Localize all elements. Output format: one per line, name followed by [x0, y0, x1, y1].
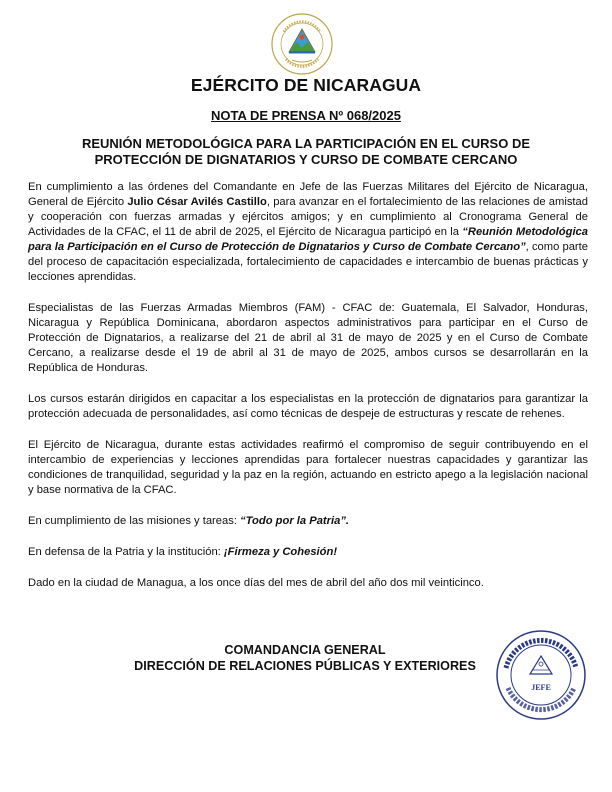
press-release-body [28, 180, 588, 607]
p6-text-a: En defensa de la Patria y la institución: [28, 546, 224, 558]
motto-firmeza-y-cohesion: ¡Firmeza y Cohesión! [223, 546, 338, 558]
p1-text-e: , como parte del proceso de capacitación especializada, fortalecimiento de capacidades e intercambio de buenas prácticas y lecciones aprendidas. [28, 241, 588, 283]
headline-line-1: REUNIÓN METODOLÓGICA PARA LA PARTICIPACIÓN EN EL CURSO DE [81, 136, 531, 151]
paragraph-6 [28, 545, 588, 560]
paragraph-1 [28, 180, 588, 285]
p1-text-a: En cumplimiento a las órdenes del Comandante en Jefe de las Fuerzas Militares del Ejército de Nicaragua, General de Ejército [28, 181, 588, 208]
p5-text-a: En cumplimiento de las misiones y tareas: [28, 515, 241, 527]
stamp-jefe-label: JEFE [531, 683, 551, 692]
signature-block [100, 642, 510, 674]
event-name: “Reunión Metodológica para la Participación en el Curso de Protección de Dignatarios y Curso de Combate Cercano” [28, 226, 588, 253]
signature-line-1: COMANDANCIA GENERAL [224, 643, 386, 657]
commander-name: Julio César Avilés Castillo [127, 196, 267, 208]
official-stamp [494, 628, 588, 722]
p1-text-c: , para avanzar en el fortalecimiento de las relaciones de amistad y cooperación con fuerzas armadas y ejércitos amigos; y en cumplimiento al Cronograma General de Actividades de la CFAC, el 11 de abril de 2025, el Ejército de Nicaragua participó en la [28, 196, 588, 238]
paragraph-4: El Ejército de Nicaragua, durante estas actividades reafirmó el compromiso de seguir contribuyendo en el intercambio de experiencias y lecciones aprendidas para fortalecer nuestras capacidades y garantizar las condiciones de tranquilidad, seguridad y la paz en la región, actuando en estricto apego a la legislación nacional y base normativa de la CFAC. [28, 439, 588, 496]
paragraph-5 [28, 514, 588, 529]
headline-line-2: PROTECCIÓN DE DIGNATARIOS Y CURSO DE COMBATE CERCANO [94, 152, 518, 167]
signature-line-2: DIRECCIÓN DE RELACIONES PÚBLICAS Y EXTERIORES [134, 659, 476, 673]
paragraph-7: Dado en la ciudad de Managua, a los once días del mes de abril del año dos mil veinticinco. [28, 577, 484, 589]
paragraph-2: Especialistas de las Fuerzas Armadas Miembros (FAM) - CFAC de: Guatemala, El Salvador, Honduras, Nicaragua y República Dominicana, abordaron aspectos administrativos para participar en el Curso de Protección de Dignatarios, a realizarse del 21 de abril al 31 de mayo de 2025 y en el Curso de Combate Cercano, a realizarse desde el 19 de abril al 31 de mayo de 2025, ambos cursos se desarrollarán en la República de Honduras. [28, 302, 588, 374]
organization-title: EJÉRCITO DE NICARAGUA [190, 75, 422, 95]
press-release-number: NOTA DE PRENSA Nº 068/2025 [211, 108, 401, 123]
motto-todo-por-la-patria: “Todo por la Patria”. [240, 515, 350, 527]
stamp-icon [494, 628, 588, 722]
headline [40, 136, 572, 168]
coat-of-arms-icon [270, 12, 334, 76]
paragraph-3: Los cursos estarán dirigidos en capacitar a los especialistas en la protección de dignatarios para garantizar la protección adecuada de personalidades, así como técnicas de despeje de estructuras y rescate de rehenes. [28, 393, 588, 420]
